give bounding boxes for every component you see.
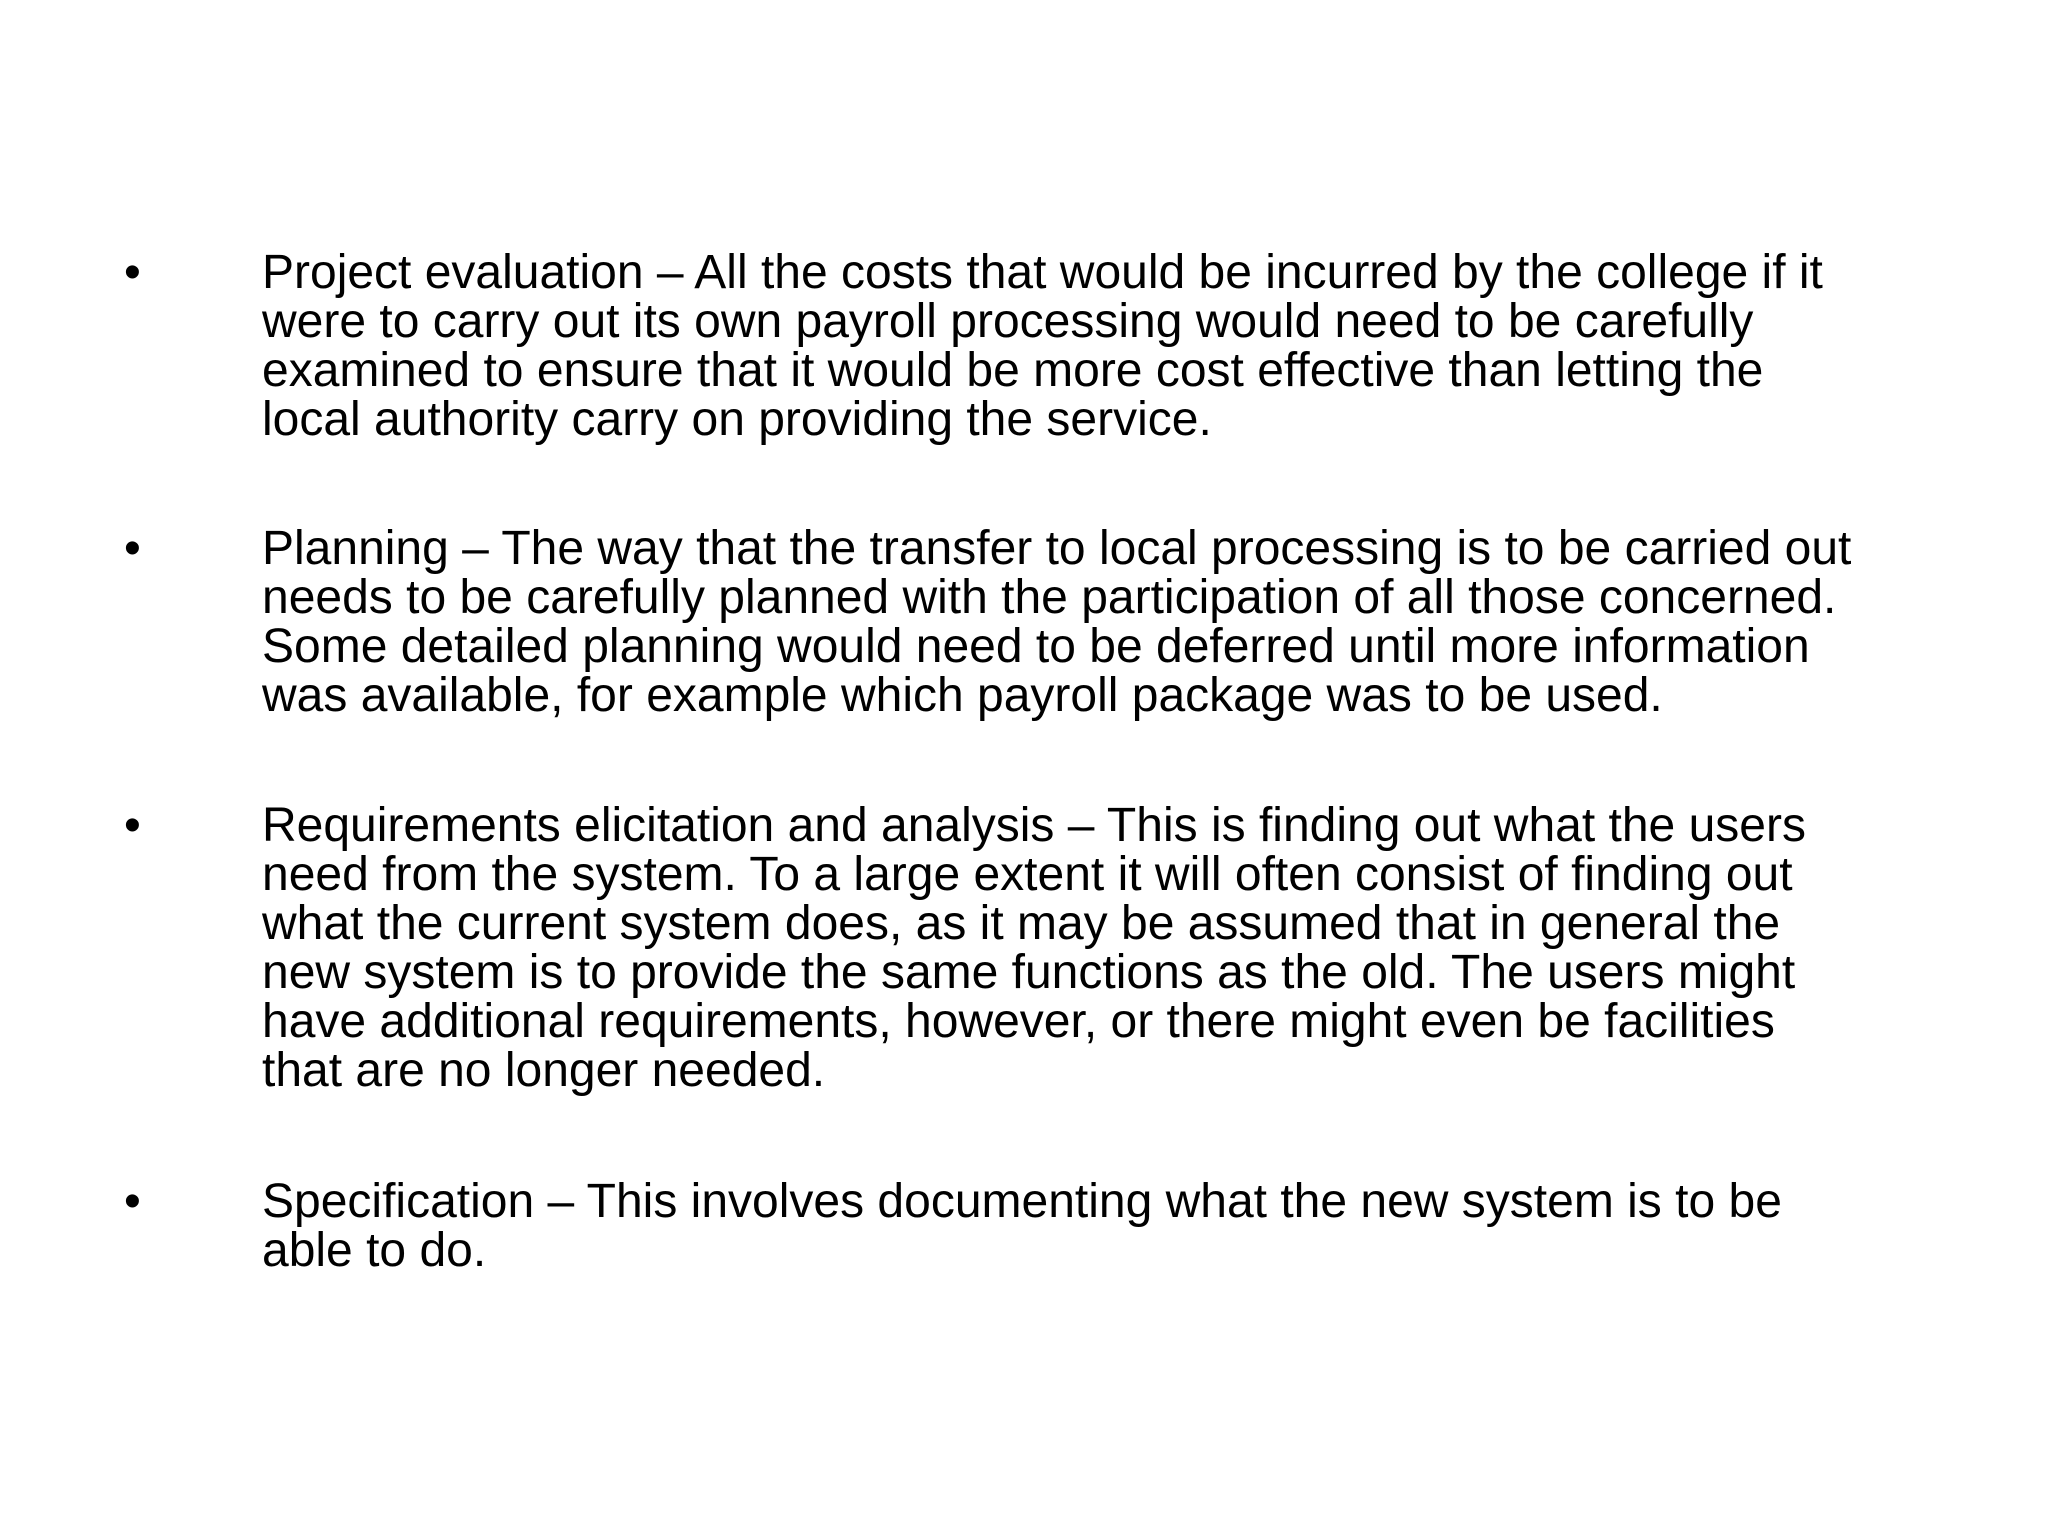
- text-line: need from the system. To a large extent it will often consist of finding out: [262, 848, 1793, 901]
- text-line: what the current system does, as it may be assumed that in general the: [262, 897, 1781, 950]
- text-line: that are no longer needed.: [262, 1044, 826, 1097]
- bullet-icon: •: [124, 522, 141, 575]
- text-line: examined to ensure that it would be more cost effective than letting the: [262, 344, 1764, 397]
- text-line: local authority carry on providing the service.: [262, 393, 1212, 446]
- text-line: were to carry out its own payroll processing would need to be carefully: [262, 295, 1754, 348]
- bullet-icon: •: [124, 1175, 141, 1228]
- text-line: Planning – The way that the transfer to local processing is to be carried out: [262, 522, 1852, 575]
- text-line: able to do.: [262, 1224, 487, 1277]
- bullet-text: [262, 248, 2002, 444]
- text-line: new system is to provide the same functions as the old. The users might: [262, 946, 1796, 999]
- bullet-icon: •: [124, 799, 141, 852]
- bullet-text: [262, 1177, 2002, 1275]
- text-line: needs to be carefully planned with the participation of all those concerned.: [262, 571, 1837, 624]
- bullet-icon: •: [124, 246, 141, 299]
- bullet-text: [262, 801, 2002, 1095]
- text-line: was available, for example which payroll package was to be used.: [262, 669, 1663, 722]
- text-line: Project evaluation – All the costs that would be incurred by the college if it: [262, 246, 1823, 299]
- text-line: Requirements elicitation and analysis – This is finding out what the users: [262, 799, 1806, 852]
- text-line: have additional requirements, however, or there might even be facilities: [262, 995, 1775, 1048]
- text-line: Some detailed planning would need to be deferred until more information: [262, 620, 1810, 673]
- text-line: Specification – This involves documenting what the new system is to be: [262, 1175, 1782, 1228]
- bullet-text: [262, 524, 2002, 720]
